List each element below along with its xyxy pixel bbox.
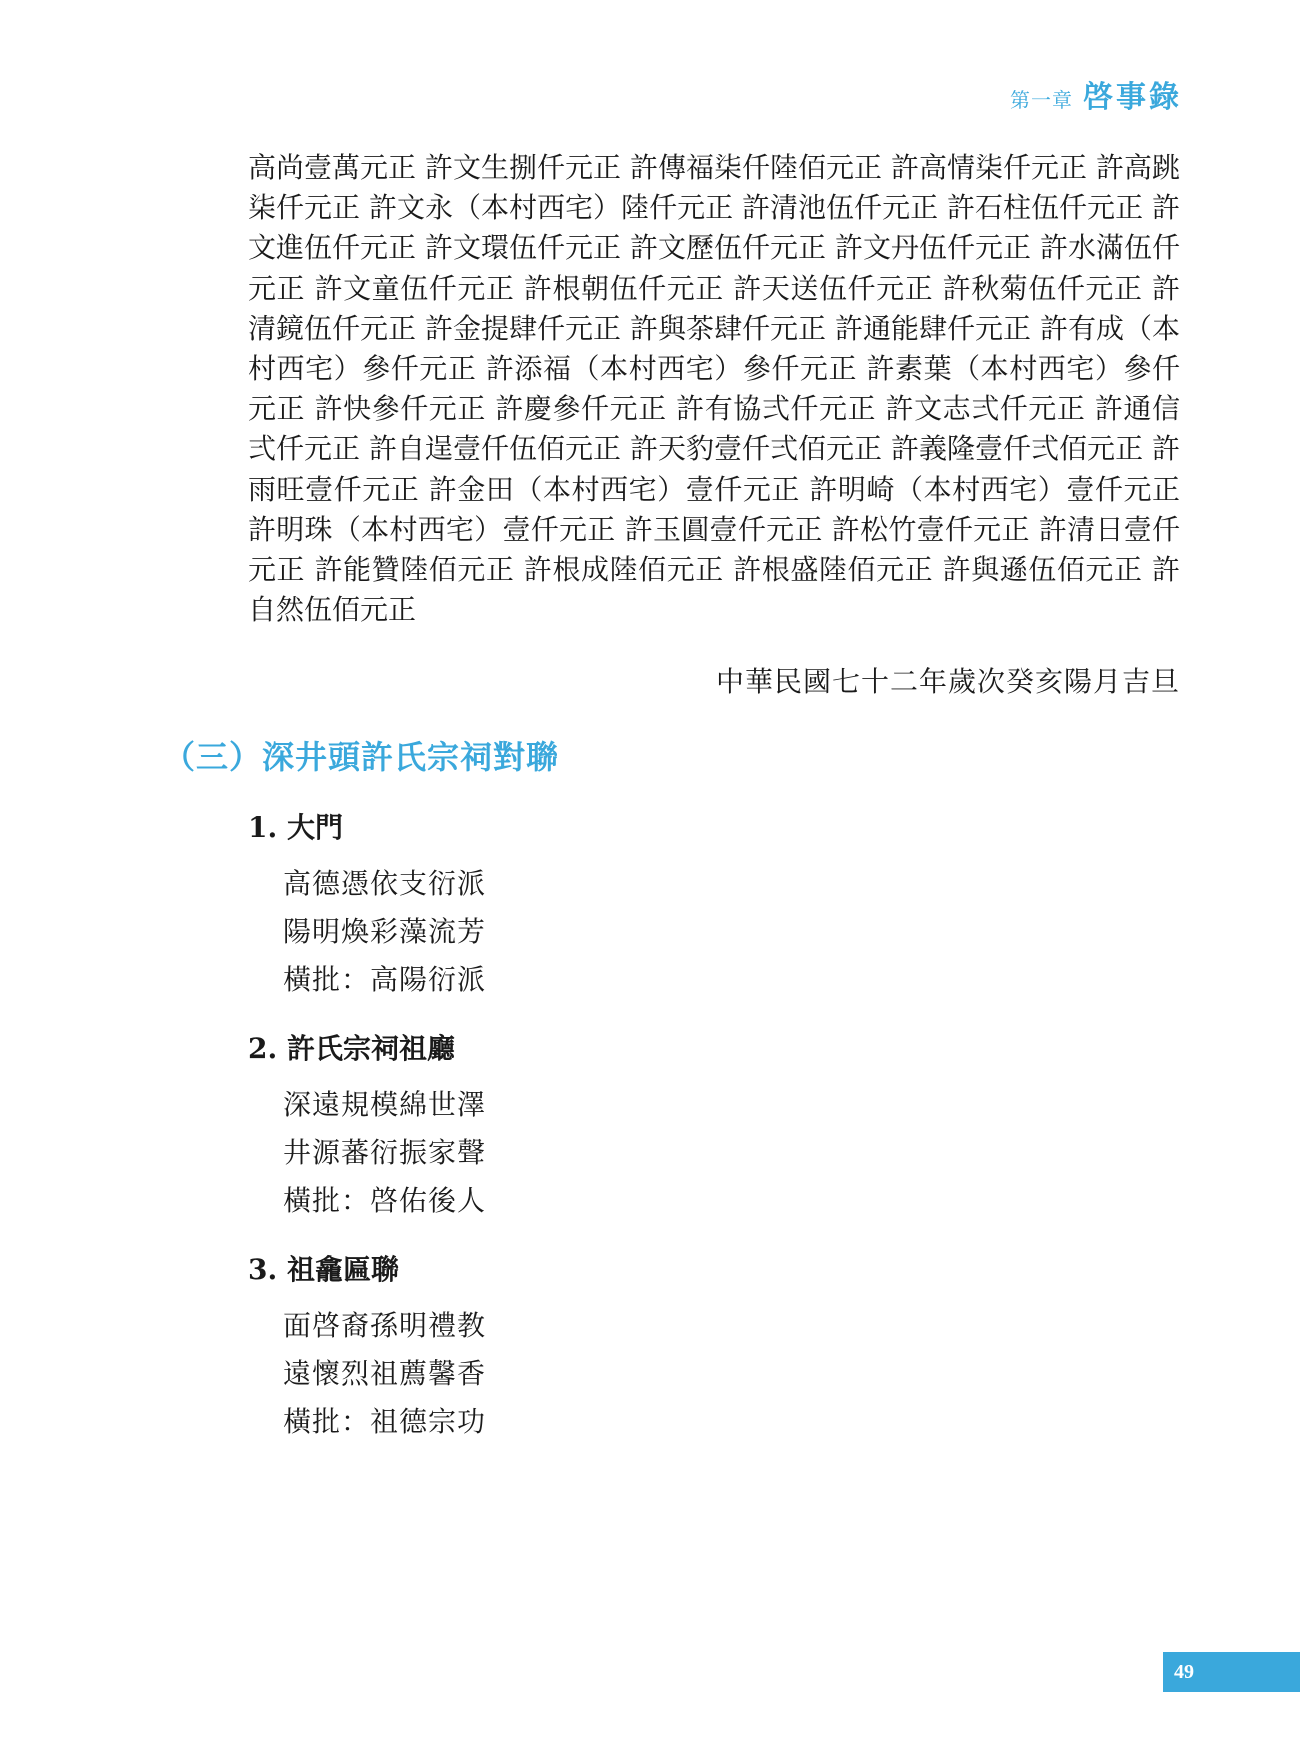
page-number-tab (1163, 1652, 1300, 1692)
couplet-block-main-gate (248, 806, 486, 1004)
couplet-line: 井源蕃衍振家聲 (283, 1136, 487, 1169)
couplet-line: 面啓裔孫明禮教 (283, 1309, 487, 1342)
couplet-heading: 1. 大門 (248, 811, 343, 844)
section-heading: （三）深井頭許氏宗祠對聯 (163, 738, 560, 776)
book-title: 啓事錄 (1083, 80, 1182, 115)
couplet-line: 陽明煥彩藻流芳 (283, 915, 487, 948)
chapter-label: 第一章 (1010, 88, 1073, 112)
couplet-line: 深遠規模綿世澤 (283, 1088, 487, 1121)
running-head (1010, 72, 1182, 116)
couplet-block-ancestral-hall (248, 1027, 486, 1225)
couplet-heading: 3. 祖龕匾聯 (248, 1253, 399, 1286)
couplet-line: 遠懷烈祖薦馨香 (283, 1357, 487, 1390)
couplet-horizontal-scroll: 橫批：啓佑後人 (283, 1184, 487, 1217)
couplet-heading: 2. 許氏宗祠祖廳 (248, 1032, 455, 1065)
couplet-horizontal-scroll: 橫批：祖德宗功 (283, 1405, 487, 1438)
couplet-horizontal-scroll: 橫批：高陽衍派 (283, 963, 487, 996)
couplet-line: 高德憑依支衍派 (283, 867, 487, 900)
page-number: 49 (1174, 1660, 1194, 1683)
couplet-block-shrine-plaque (248, 1248, 486, 1446)
dateline: 中華民國七十二年歲次癸亥陽月吉旦 (715, 665, 1180, 698)
donor-list-paragraph: 高尚壹萬元正 許文生捌仟元正 許傳福柒仟陸佰元正 許高情柒仟元正 許高跳柒仟元正 許文永（本村西宅）陸仟元正 許清池伍仟元正 許石柱伍仟元正 許文進伍仟元正 許文環伍仟元正 許文歷伍仟元正 許文丹伍仟元正 許水滿伍仟元正 許文童伍仟元正 許根朝伍仟元正 許天送伍仟元正 許秋菊伍仟元正 許清鏡伍仟元正 許金提肆仟元正 許與茶肆仟元正 許通能肆仟元正 許有成（本村西宅）參仟元正 許添福（本村西宅）參仟元正 許素葉（本村西宅）參仟元正 許快參仟元正 許慶參仟元正 許有協弍仟元正 許文志弍仟元正 許通信弍仟元正 許自逞壹仟伍佰元正 許天豹壹仟弍佰元正 許義隆壹仟弍佰元正 許雨旺壹仟元正 許金田（本村西宅）壹仟元正 許明崎（本村西宅）壹仟元正 許明珠（本村西宅）壹仟元正 許玉圓壹仟元正 許松竹壹仟元正 許清日壹仟元正 許能贊陸佰元正 許根成陸佰元正 許根盛陸佰元正 許與遜伍佰元正 許自然伍佰元正 (248, 151, 1180, 627)
